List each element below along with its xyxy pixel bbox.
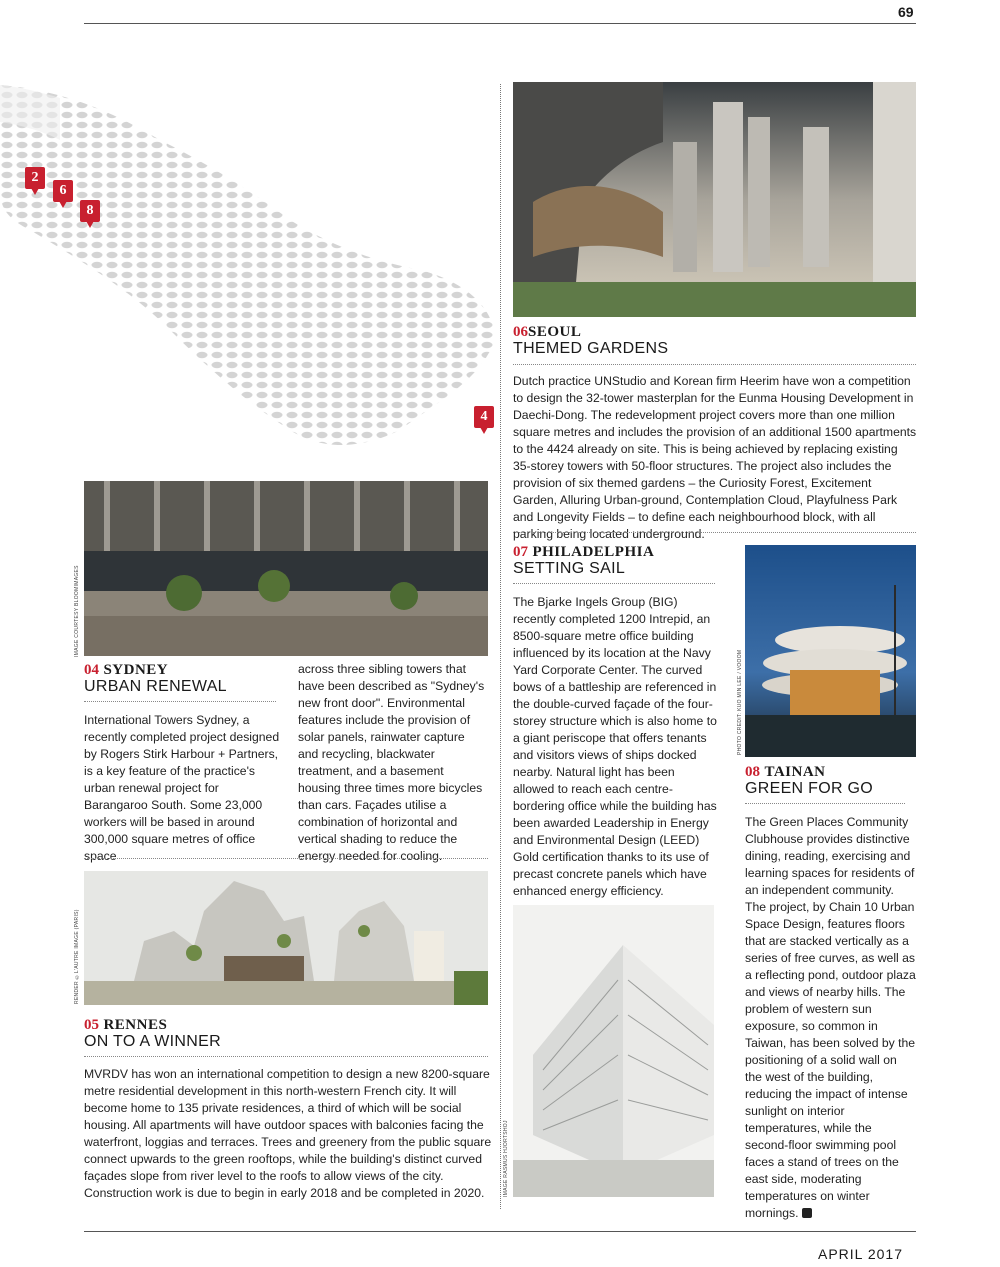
rennes-heading [84,1016,167,1034]
tainan-body-wrap [745,814,917,1222]
header-rule [84,23,916,24]
seoul-headline: THEMED GARDENS [513,340,669,357]
sydney-headline: URBAN RENEWAL [84,678,227,695]
seoul-city: SEOUL [528,324,582,340]
end-of-article-icon [802,1208,812,1218]
seoul-body: Dutch practice UNStudio and Korean firm Heerim have won a competition to design the 32-tower masterplan for the Eunma Housing Development in Daechi-Dong. The redevelopment project covers more than one million square metres and includes the provision of an additional 1500 apartments to the 4424 already on site. This is being achieved by replacing existing 35-storey towers with 50-floor structures. The project also includes the provision of six themed gardens – the Curiosity Forest, Excitement Garden, Alluring Urban-ground, Contemplation Cloud, Playfulness Park and Longevity Fields – to define each neighbourhood block, with all parking being located underground. [513,374,917,541]
sydney-photo [84,481,488,656]
rennes-number: 05 [84,1017,99,1033]
tainan-city: TAINAN [764,764,826,780]
philadelphia-photo [513,905,714,1197]
seoul-number: 06 [513,324,528,340]
sydney-heading [84,661,168,679]
sydney-number: 04 [84,662,99,678]
tainan-body: The Green Places Community Clubhouse provides distinctive dining, reading, exercising and learning spaces for residents of an independent community. The project, by Chain 10 Urban Space Design, features floors that are stacked vertically as a series of free curves, as well as a reflecting pond, outdoor plaza and views of nearby hills. The problem of western sun exposure, so common in Taiwan, has been solved by the positioning of a solid wall on the west of the building, reducing the impact of intense sunlight on interior temperatures, while the second-floor swimming pool faces a stand of trees on the east side, moderating temperatures on winter mornings. [745,815,916,1220]
tainan-heading [745,763,826,781]
sydney-photo-credit: IMAGE COURTESY BLOOMIMAGES [74,565,80,657]
map-marker-4: 4 [474,406,494,428]
page-number: 69 [898,4,914,20]
footer-rule [84,1231,916,1232]
philadelphia-photo-credit: IMAGE RASMUS HJORTSHOJ [503,1120,509,1197]
philadelphia-body: The Bjarke Ingels Group (BIG) recently completed 1200 Intrepid, an 8500-square metre office building influenced by its location at the Navy Yard Corporate Center. The curved bows of a battleship are referenced in the double-curved façade of the four-storey structure which is also home to a giant periscope that offers tenants and visitors views of ships docked nearby. Natural light has been allowed to reach each centre-bordering office while the building has been awarded Leadership in Energy and Environmental Design (LEED) Gold certification thanks to its use of precast concrete panels which have enhanced energy efficiency. [513,595,717,898]
map-dot-pattern [0,70,500,460]
tainan-headline: GREEN FOR GO [745,780,874,797]
seoul-heading [513,323,581,341]
rennes-headline: ON TO A WINNER [84,1033,221,1050]
sydney-end-rule [84,858,488,859]
rennes-photo-credit: RENDER ©L'AUTRE IMAGE (PARIS) [74,909,80,1004]
philadelphia-heading [513,543,654,561]
tainan-photo [745,545,916,757]
rennes-city: RENNES [103,1017,168,1033]
sydney-dotted-rule [84,701,276,702]
tainan-dotted-rule [745,803,905,804]
philadelphia-dotted-rule [513,583,715,584]
map-marker-8: 8 [80,200,100,222]
philadelphia-headline: SETTING SAIL [513,560,626,577]
footer-date: APRIL 2017 [818,1246,903,1262]
philadelphia-city: PHILADELPHIA [532,544,655,560]
map-marker-6: 6 [53,180,73,202]
seoul-photo [513,82,916,317]
tainan-number: 08 [745,764,760,780]
seoul-dotted-rule [513,364,916,365]
tainan-photo-credit: PHOTO CREDIT: KUO MIN LEE / VOOOM [737,649,743,755]
philadelphia-number: 07 [513,544,528,560]
sydney-city: SYDNEY [103,662,169,678]
column-divider [500,84,501,1209]
rennes-photo [84,871,488,1005]
sydney-body-col1: International Towers Sydney, a recently completed project designed by Rogers Stirk Harbour + Partners, is a key feature of the practice's urban renewal project for Barangaroo South. Some 23,000 workers will be based in around 300,000 square metres of office space [84,713,280,863]
rennes-dotted-rule [84,1056,488,1057]
sydney-body-col2: across three sibling towers that have been described as "Sydney's new front door". Environmental features include the provision of solar panels, rainwater capture and recycling, blackwater treatment, and a basement housing three times more bicycles than cars. Façades utilise a combination of horizontal and vertical shading to reduce the energy needed for cooling. [298,662,485,863]
rennes-body: MVRDV has won an international competition to design a new 8200-square metre residential development in this north-western French city. It will become home to 135 private residences, a third of which will be social housing. All apartments will have outdoor spaces with balconies facing the waterfront, loggias and terraces. Trees and greenery from the public square connect upwards to the green rooftops, while the building's distinct curved façades slope from river level to the roofs to allow views of the city. Construction work is due to begin in early 2018 and be completed in 2020. [84,1067,492,1200]
seoul-end-rule [513,532,916,533]
map-marker-2: 2 [25,167,45,189]
